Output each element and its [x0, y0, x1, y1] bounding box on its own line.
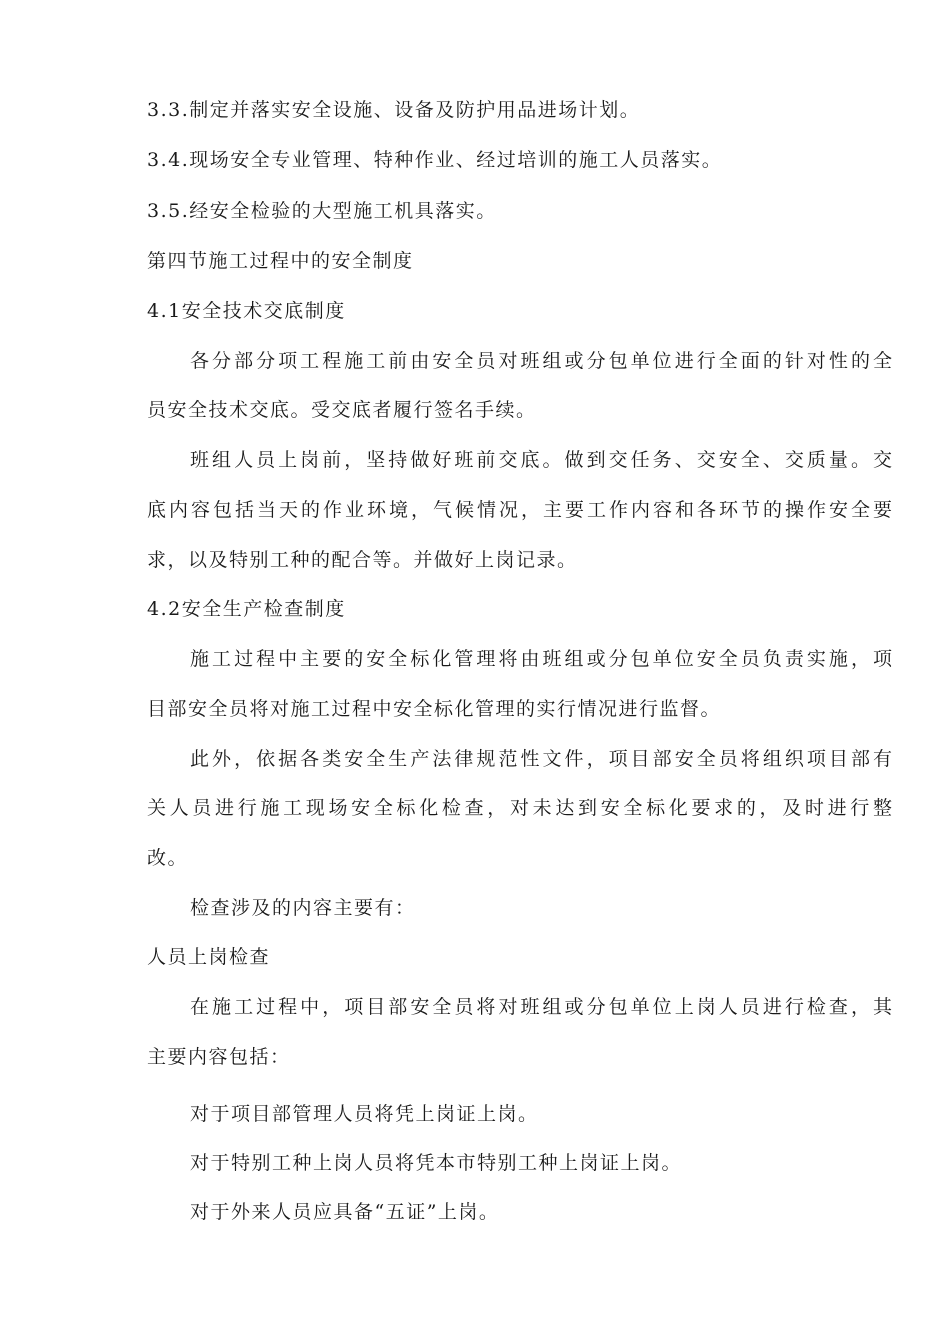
list-item: 对于特别工种上岗人员将凭本市特别工种上岗证上岗。 [190, 1152, 683, 1174]
subsection-heading-4-2: 4.2安全生产检查制度 [147, 598, 346, 620]
paragraph-line: 班组人员上岗前，坚持做好班前交底。做到交任务、交安全、交质量。交 [190, 449, 892, 471]
paragraph-line: 各分部分项工程施工前由安全员对班组或分包单位进行全面的针对性的全 [190, 350, 892, 372]
paragraph-line: 目部安全员将对施工过程中安全标化管理的实行情况进行监督。 [147, 698, 722, 720]
subheading-personnel-check: 人员上岗检查 [147, 946, 271, 968]
paragraph-line: 底内容包括当天的作业环境，气候情况，主要工作内容和各环节的操作安全要 [147, 499, 892, 521]
subsection-heading-4-1: 4.1安全技术交底制度 [147, 300, 346, 322]
paragraph-line: 检查涉及的内容主要有： [190, 897, 416, 919]
paragraph-line: 施工过程中主要的安全标化管理将由班组或分包单位安全员负责实施，项 [190, 648, 892, 670]
list-item: 对于外来人员应具备“五证”上岗。 [190, 1201, 500, 1223]
paragraph-line: 求，以及特别工种的配合等。并做好上岗记录。 [147, 549, 578, 571]
paragraph-line: 在施工过程中，项目部安全员将对班组或分包单位上岗人员进行检查，其 [190, 996, 892, 1018]
paragraph-line: 改。 [147, 847, 189, 869]
section-heading: 第四节施工过程中的安全制度 [147, 250, 414, 272]
item-3-4: 3.4.现场安全专业管理、特种作业、经过培训的施工人员落实。 [147, 149, 723, 171]
item-3-5: 3.5.经安全检验的大型施工机具落实。 [147, 200, 497, 222]
paragraph-line: 关人员进行施工现场安全标化检查，对未达到安全标化要求的，及时进行整 [147, 797, 892, 819]
list-item: 对于项目部管理人员将凭上岗证上岗。 [190, 1103, 539, 1125]
paragraph-line: 员安全技术交底。受交底者履行签名手续。 [147, 399, 537, 421]
paragraph-line: 此外，依据各类安全生产法律规范性文件，项目部安全员将组织项目部有 [190, 748, 892, 770]
item-3-3: 3.3.制定并落实安全设施、设备及防护用品进场计划。 [147, 99, 641, 121]
paragraph-line: 主要内容包括： [147, 1046, 291, 1068]
